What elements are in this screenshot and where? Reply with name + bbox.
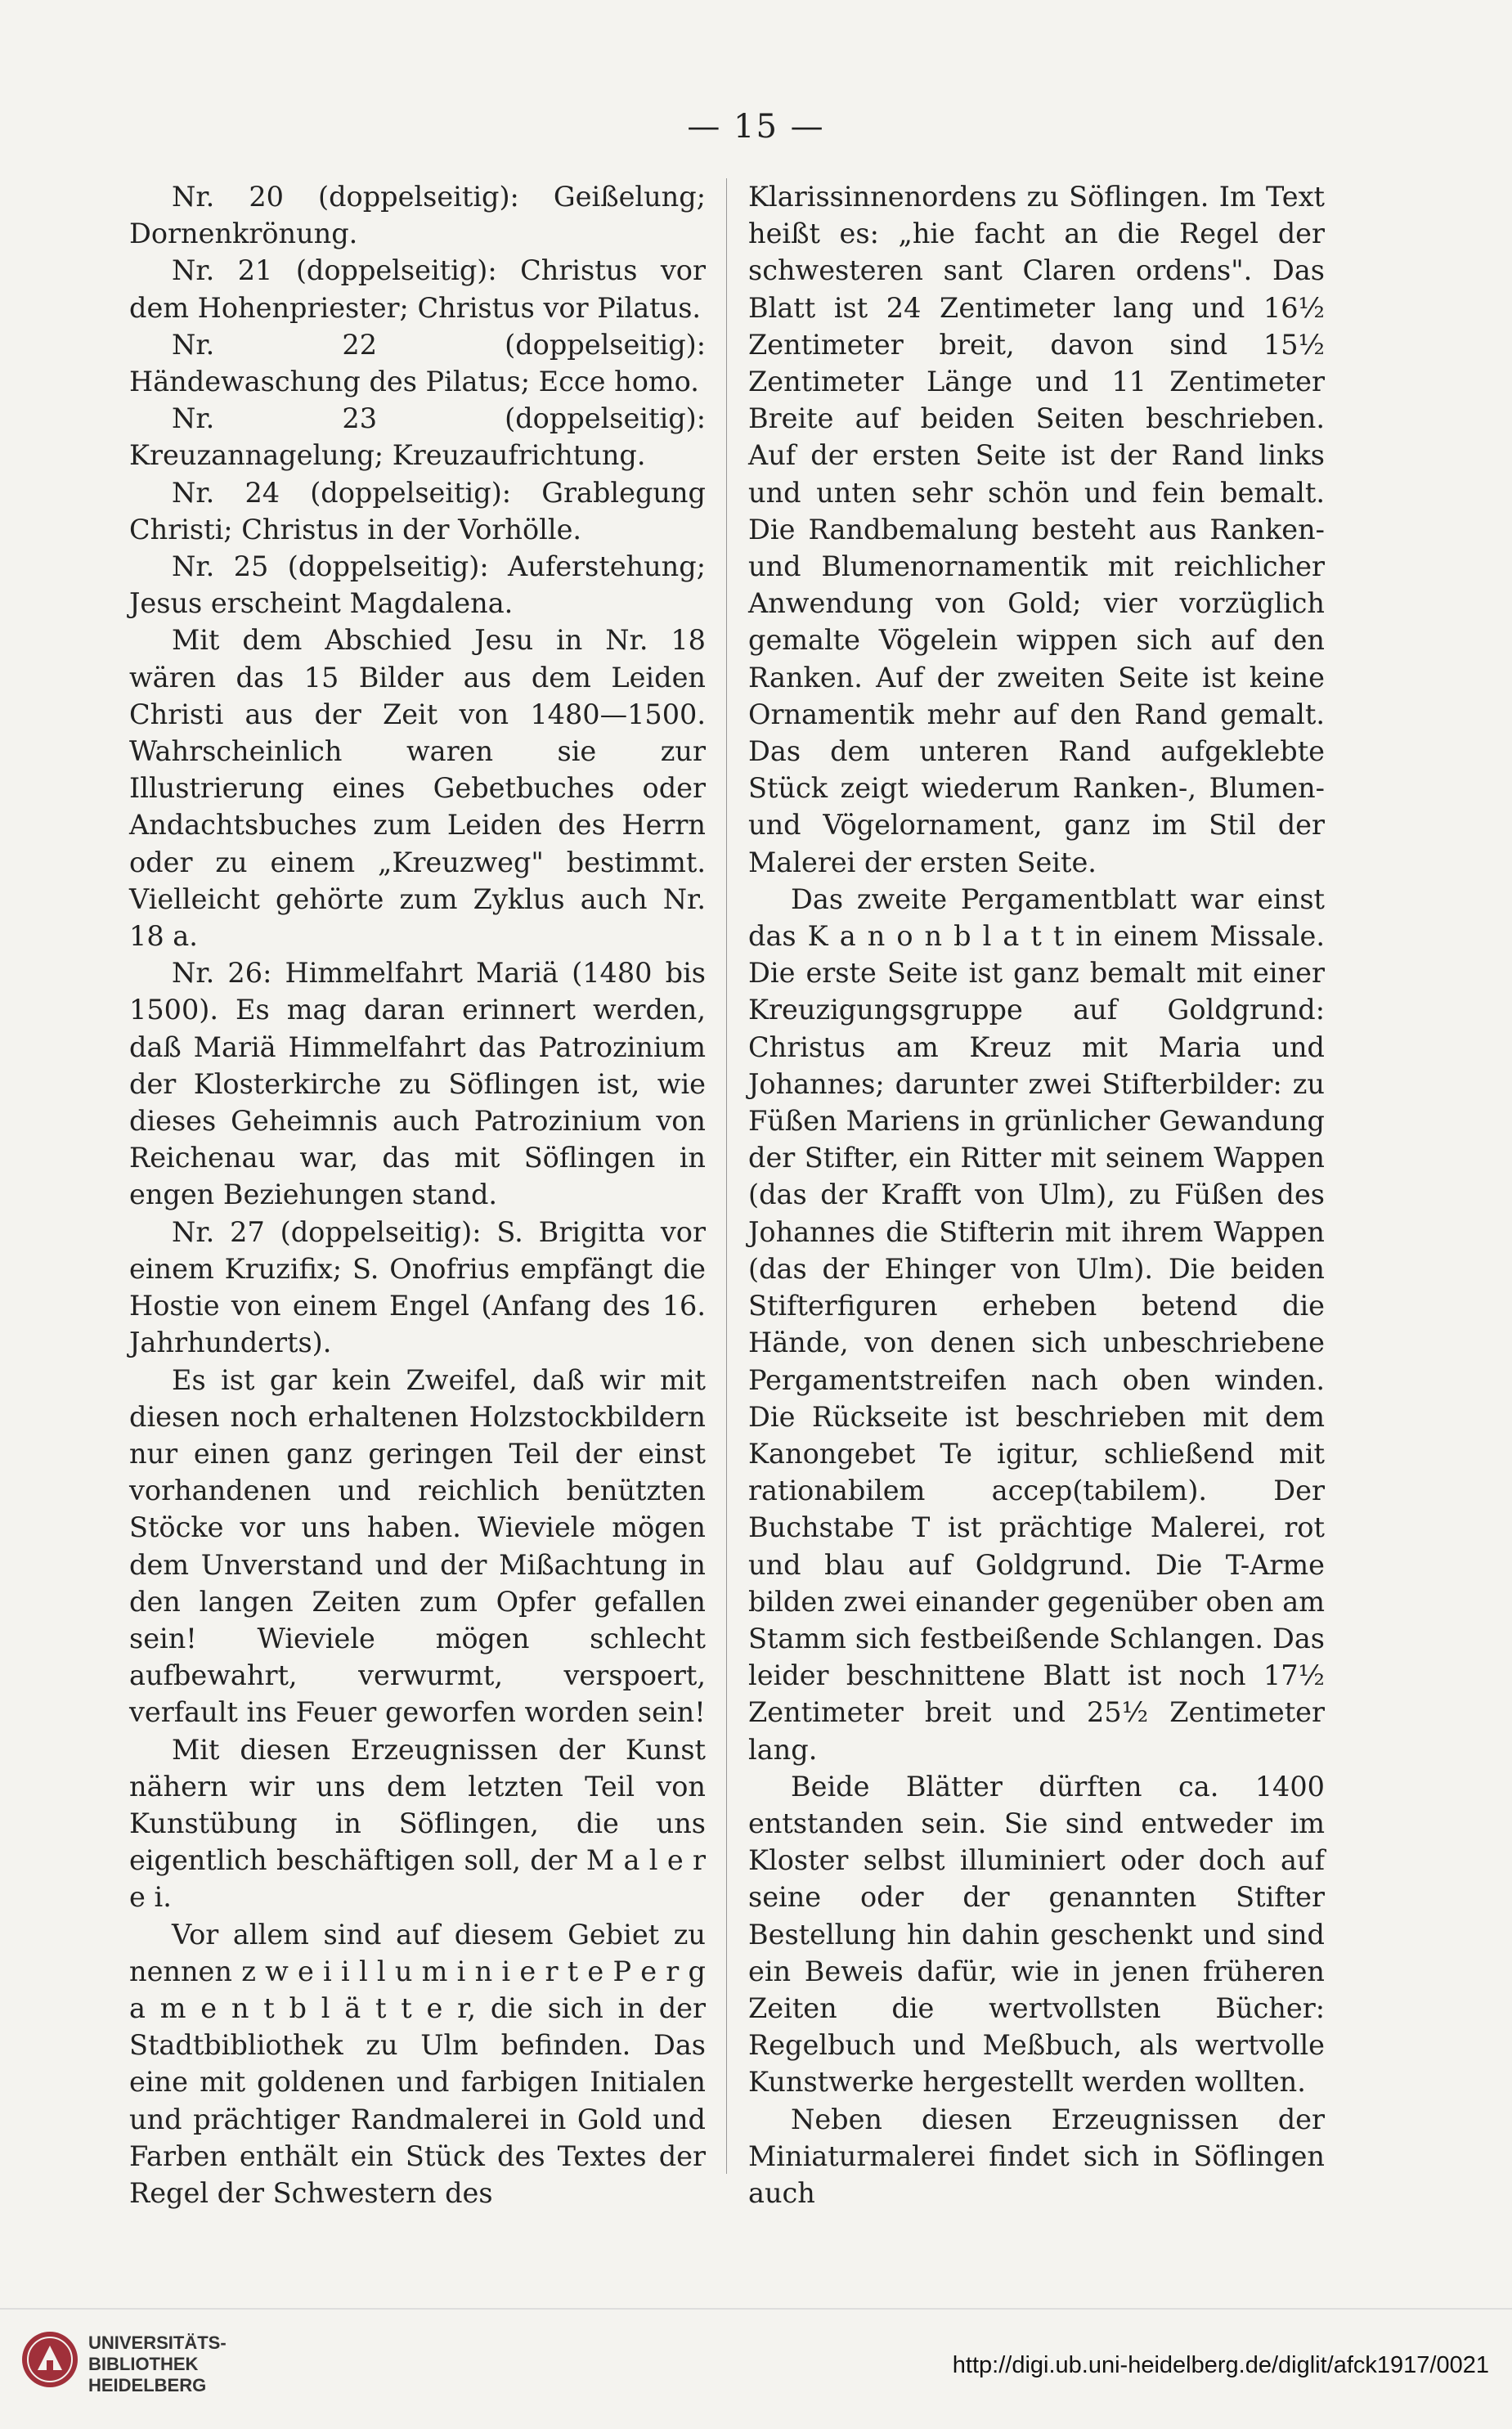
- paragraph: Klarissinnenordens zu Söflingen. Im Text heißt es: „hie facht an die Regel der schwesteren sant Claren ordens". Das Blatt ist 24 Zentimeter lang und 16½ Zentimeter breit, davon sind 15½ Zentimeter Länge und 11 Zentimeter Breite auf beiden Seiten beschrieben. Auf der ersten Seite ist der Rand links und unten sehr schön und fein bemalt. Die Randbemalung besteht aus Ranken- und Blumenornamentik mit reichlicher Anwendung von Gold; vier vorzüglich gemalte Vögelein wippen sich auf den Ranken. Auf der zweiten Seite ist keine Ornamentik mehr auf den Rand gemalt. Das dem unteren Rand aufgeklebte Stück zeigt wiederum Ranken-, Blumen- und Vögelornament, ganz im Stil der Malerei der ersten Seite.: [748, 181, 1325, 878]
- university-seal-icon: [20, 2329, 80, 2390]
- paragraph: Nr. 24 (doppelseitig): Grablegung Christi; Christus in der Vorhölle.: [129, 476, 706, 546]
- paragraph: Nr. 21 (doppelseitig): Christus vor dem Hohenpriester; Christus vor Pilatus.: [129, 254, 706, 324]
- paragraph: Nr. 26: Himmelfahrt Mariä (1480 bis 1500). Es mag daran erinnert werden, daß Mariä Himmelfahrt das Patrozinium der Klosterkirche zu Söflingen ist, wie dieses Geheimnis auch Patrozinium von Reichenau war, das mit Söflingen in engen Beziehungen stand.: [129, 957, 706, 1211]
- paragraph: Mit diesen Erzeugnissen der Kunst nähern wir uns dem letzten Teil von Kunstübung in Söflingen, die uns eigentlich beschäftigen soll, der M a l e r e i.: [129, 1733, 706, 1914]
- source-url-link[interactable]: http://digi.ub.uni-heidelberg.de/diglit/afck1917/0021: [952, 2352, 1489, 2378]
- paragraph: Nr. 22 (doppelseitig): Händewaschung des Pilatus; Ecce homo.: [129, 328, 706, 398]
- paragraph: Nr. 20 (doppelseitig): Geißelung; Dornenkrönung.: [129, 181, 706, 250]
- footer-bar: [0, 2308, 1512, 2429]
- paragraph: Vor allem sind auf diesem Gebiet zu nennen z w e i i l l u m i n i e r t e P e r g a m e n t b l ä t t e r, die sich in der Stadtbibliothek zu Ulm befinden. Das eine mit goldenen und farbigen Initialen und prächtiger Randmalerei in Gold und Farben enthält ein Stück des Textes der Regel der Schwestern des: [129, 1918, 706, 2209]
- page-number: — 15 —: [687, 108, 825, 146]
- column-divider: [726, 178, 727, 2174]
- paragraph: Nr. 27 (doppelseitig): S. Brigitta vor einem Kruzifix; S. Onofrius empfängt die Hostie von einem Engel (Anfang des 16. Jahrhunderts).: [129, 1215, 706, 1359]
- paragraph: Mit dem Abschied Jesu in Nr. 18 wären das 15 Bilder aus dem Leiden Christi aus der Zeit von 1480—1500. Wahrscheinlich waren sie zur Illustrierung eines Gebetbuches oder Andachtsbuches zum Leiden des Herrn oder zu einem „Kreuzweg" bestimmt. Vielleicht gehörte zum Zyklus auch Nr. 18 a.: [129, 624, 706, 953]
- right-column: [748, 178, 1325, 2211]
- institution-name: UNIVERSITÄTS- BIBLIOTHEK HEIDELBERG: [88, 2332, 227, 2395]
- left-column: [129, 178, 706, 2211]
- paragraph: Neben diesen Erzeugnissen der Miniaturmalerei findet sich in Söflingen auch: [748, 2103, 1325, 2209]
- paragraph: Nr. 23 (doppelseitig): Kreuzannagelung; Kreuzaufrichtung.: [129, 402, 706, 472]
- paragraph: Es ist gar kein Zweifel, daß wir mit diesen noch erhaltenen Holzstockbildern nur einen ganz geringen Teil der einst vorhandenen und reichlich benützten Stöcke vor uns haben. Wieviele mögen dem Unverstand und der Mißachtung in den langen Zeiten zum Opfer gefallen sein! Wieviele mögen schlecht aufbewahrt, verwurmt, verspoert, verfault ins Feuer geworfen worden sein!: [129, 1363, 706, 1729]
- paragraph: Nr. 25 (doppelseitig): Auferstehung; Jesus erscheint Magdalena.: [129, 550, 706, 620]
- paragraph: Beide Blätter dürften ca. 1400 entstanden sein. Sie sind entweder im Kloster selbst illuminiert oder doch auf seine oder der genannten Stifter Bestellung hin dahin geschenkt und sind ein Beweis dafür, wie in jenen früheren Zeiten die wertvollsten Bücher: Regelbuch und Meßbuch, als wertvolle Kunstwerke hergestellt werden wollten.: [748, 1770, 1325, 2099]
- paragraph: Das zweite Pergamentblatt war einst das K a n o n b l a t t in einem Missale. Die erste Seite ist ganz bemalt mit einer Kreuzigungsgruppe auf Goldgrund: Christus am Kreuz mit Maria und Johannes; darunter zwei Stifterbilder: zu Füßen Mariens in grünlicher Gewandung der Stifter, ein Ritter mit seinem Wappen (das der Krafft von Ulm), zu Füßen des Johannes die Stifterin mit ihrem Wappen (das der Ehinger von Ulm). Die beiden Stifterfiguren erheben betend die Hände, von denen sich unbeschriebene Pergamentstreifen nach oben winden. Die Rückseite ist beschrieben mit dem Kanongebet Te igitur, schließend mit rationabilem accep(tabilem). Der Buchstabe T ist prächtige Malerei, rot und blau auf Goldgrund. Die T-Arme bilden zwei einander gegenüber oben am Stamm sich festbeißende Schlangen. Das leider beschnittene Blatt ist noch 17½ Zentimeter breit und 25½ Zentimeter lang.: [748, 882, 1325, 1766]
